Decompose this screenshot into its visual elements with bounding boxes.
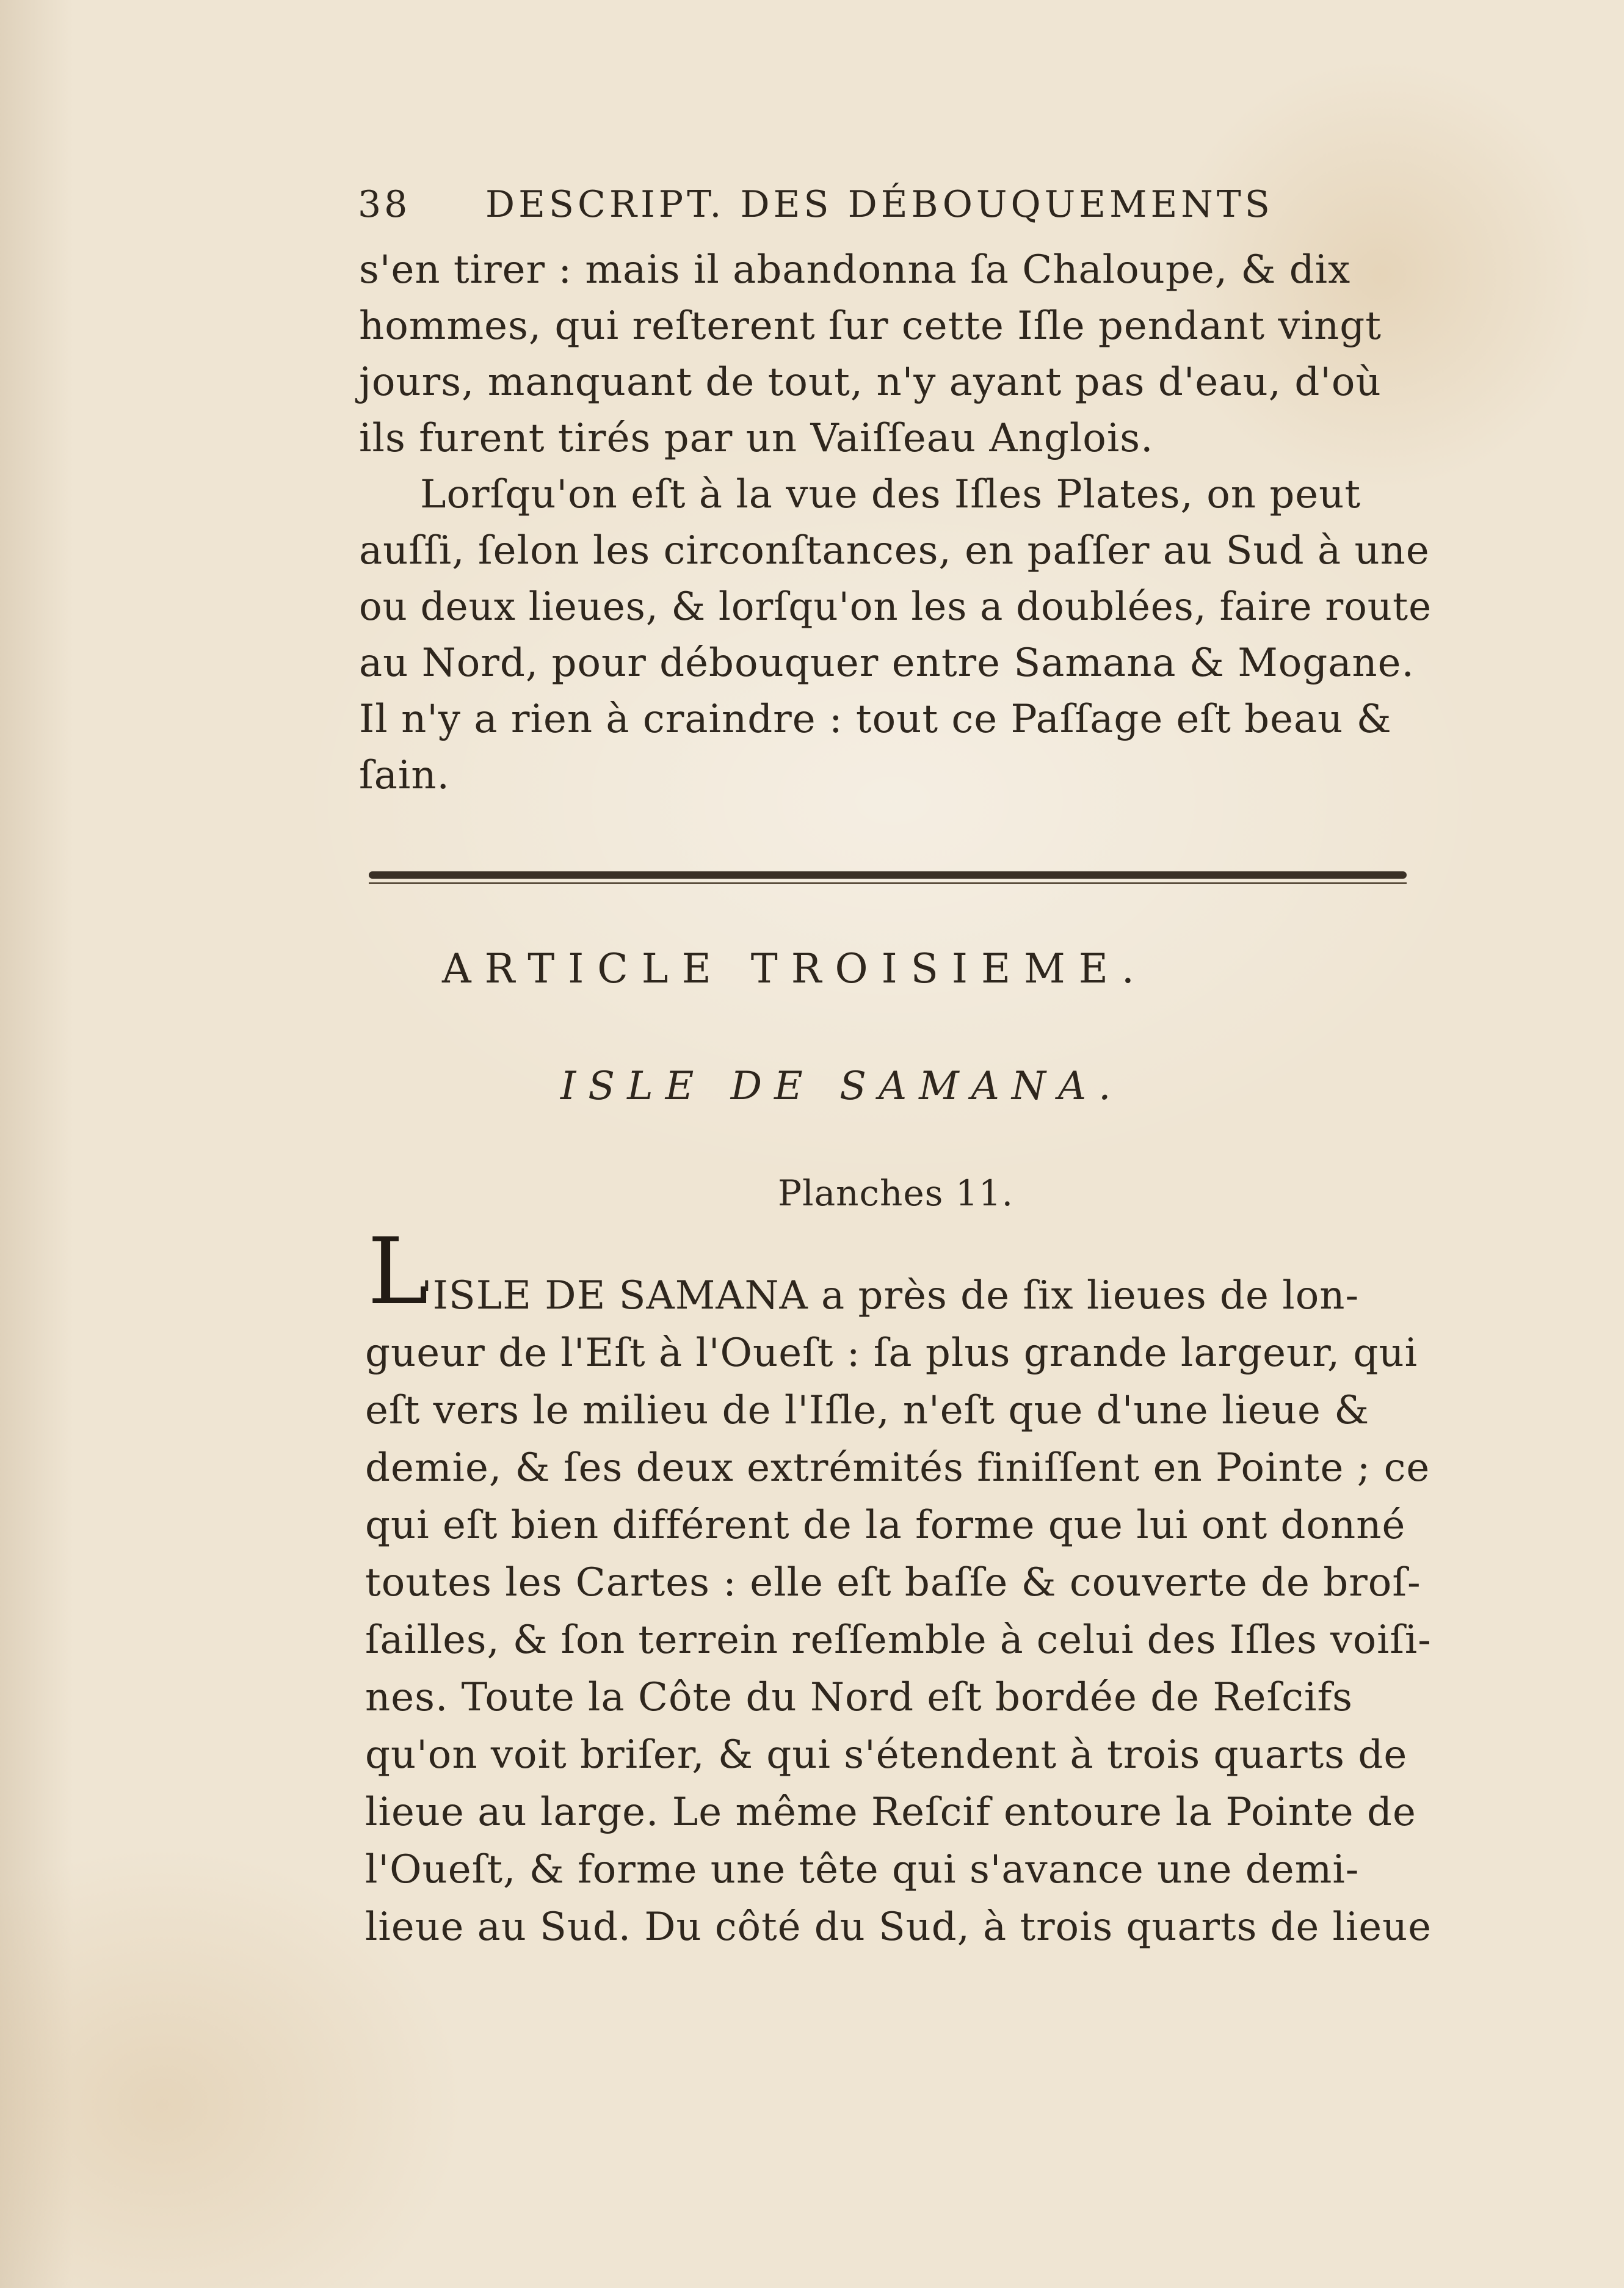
running-title: DESCRIPT. DES DÉBOUQUEMENTS [485,183,1274,226]
paragraph-line: lieue au large. Le même Reſcif entoure la Pointe de [365,1790,1416,1835]
paragraph-line: 'ISLE DE SAMANA a près de ſix lieues de lon- [421,1273,1360,1318]
drop-cap: L [368,1219,429,1325]
paragraph-line: nes. Toute la Côte du Nord eſt bordée de Reſcifs [365,1675,1353,1720]
paragraph-line: ſailles, & ſon terrein reſſemble à celui des Iſles voiſi- [365,1618,1432,1663]
paragraph-line: toutes les Cartes : elle eſt baſſe & couverte de broſ- [365,1560,1421,1605]
paragraph-line: Lorſqu'on eſt à la vue des Iſles Plates, on peut [420,472,1361,517]
paragraph-line: auſſi, ſelon les circonſtances, en paſſer au Sud à une [359,528,1430,573]
paragraph-line: ou deux lieues, & lorſqu'on les a doublées, faire route [359,584,1432,630]
paragraph-line: l'Oueſt, & forme une tête qui s'avance une demi- [365,1847,1360,1892]
paragraph-line: lieue au Sud. Du côté du Sud, à trois quarts de lieue [365,1905,1432,1950]
paragraph-line: ils furent tirés par un Vaiſſeau Anglois. [359,416,1154,461]
paragraph-line: gueur de l'Eſt à l'Oueſt : ſa plus grande largeur, qui [365,1331,1418,1376]
paragraph-line: Il n'y a rien à craindre : tout ce Paſſage eſt beau & [359,697,1392,742]
paragraph-line: demie, & ſes deux extrémités finiſſent en Pointe ; ce [365,1445,1430,1491]
paragraph-line: ſain. [359,753,450,798]
paragraph-line: qu'on voit briſer, & qui s'étendent à trois quarts de [365,1732,1408,1778]
paragraph-line: jours, manquant de tout, n'y ayant pas d'eau, d'où [359,360,1382,405]
paragraph-line: s'en tirer : mais il abandonna ſa Chaloupe, & dix [359,247,1351,292]
section-divider-rule [369,871,1407,879]
paragraph-line: eſt vers le milieu de l'Iſle, n'eſt que d'une lieue & [365,1388,1370,1433]
page-number: 38 [358,183,411,226]
article-heading: ARTICLE TROISIEME. [442,945,1148,992]
paragraph-line: au Nord, pour débouquer entre Samana & Mogane. [359,641,1415,686]
plate-reference: Planches 11. [778,1172,1014,1214]
article-subheading: ISLE DE SAMANA. [560,1064,1123,1109]
paragraph-line: qui eſt bien différent de la forme que lui ont donné [365,1503,1406,1548]
paragraph-line: hommes, qui reſterent ſur cette Iſle pendant vingt [359,303,1382,349]
